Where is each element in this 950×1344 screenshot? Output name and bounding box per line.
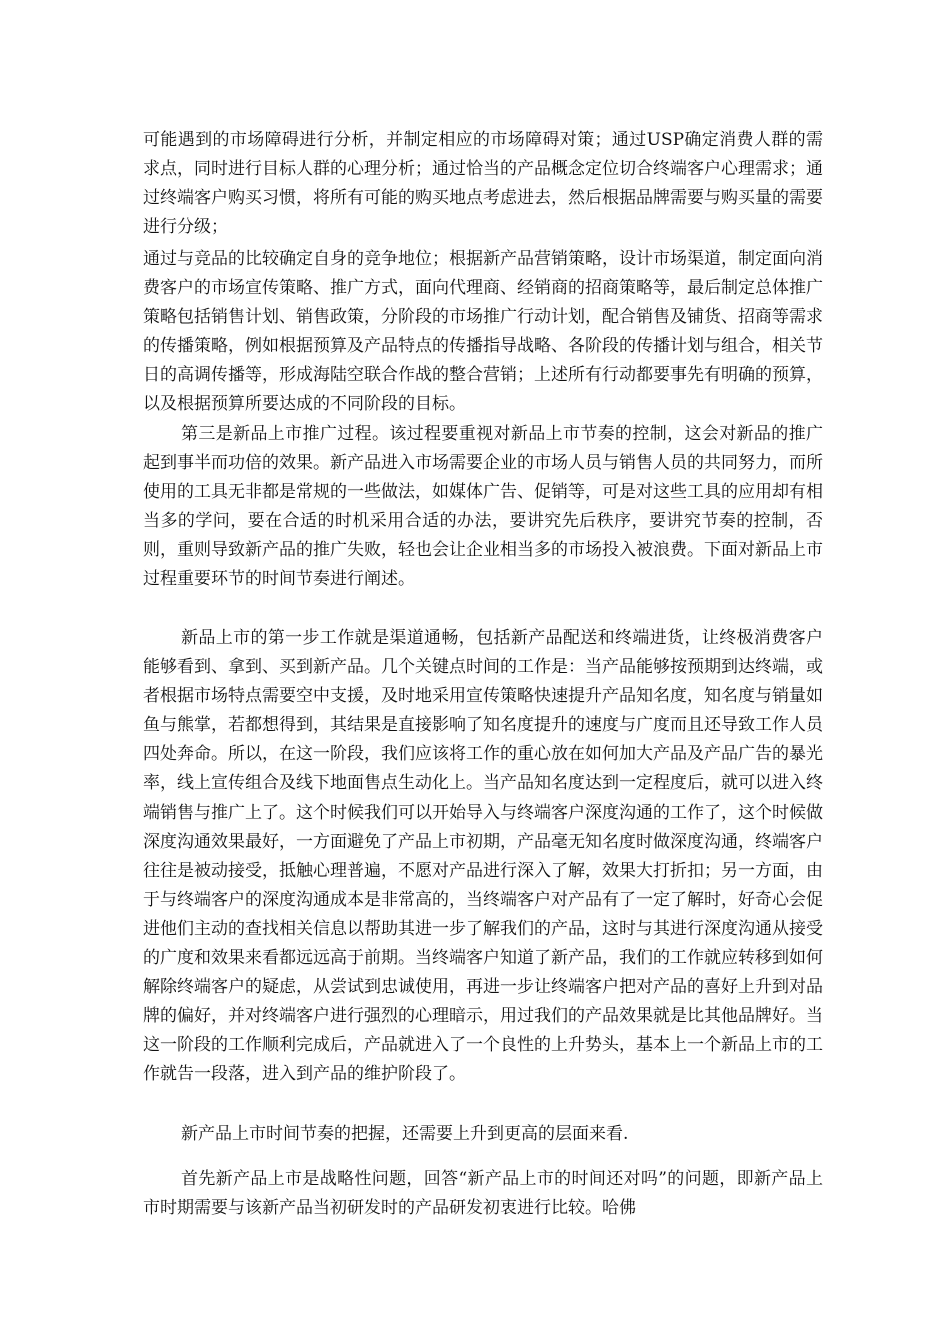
paragraph-channel-first-step: 新品上市的第一步工作就是渠道通畅，包括新产品配送和终端进货，让终极消费客户能够看到、拿到、买到新产品。几个关键点时间的工作是：当产品能够按预期到达终端，或者根据市场特点需要空中支援，及时地采用宣传策略快速提升产品知名度，知名度与销量如鱼与熊掌，若都想得到，其结果是直接影响了知名度提升的速度与广度而且还导致工作人员四处奔命。所以，在这一阶段，我们应该将工作的重心放在如何加大产品及产品广告的暴光率，线上宣传组合及线下地面售点生动化上。当产品知名度达到一定程度后，就可以进入终端销售与推广上了。这个时候我们可以开始导入与终端客户深度沟通的工作了，这个时候做深度沟通效果最好，一方面避免了产品上市初期，产品毫无知名度时做深度沟通，终端客户往往是被动接受，抵触心理普遍，不愿对产品进行深入了解，效果大打折扣；另一方面，由于与终端客户的深度沟通成本是非常高的，当终端客户对产品有了一定了解时，好奇心会促进他们主动的查找相关信息以帮助其进一步了解我们的产品，这时与其进行深度沟通从接受的广度和效果来看都远远高于前期。当终端客户知道了新产品，我们的工作就应转移到如何解除终端客户的疑虑，从尝试到忠诚使用，再进一步让终端客户把对产品的喜好上升到对品牌的偏好，并对终端客户进行强烈的心理暗示，用过我们的产品效果就是比其他品牌好。当这一阶段的工作顺利完成后，产品就进入了一个良性的上升势头，基本上一个新品上市的工作就告一段落，进入到产品的维护阶段了。 [143,628,823,1085]
paragraph-competitive-position: 通过与竞品的比较确定自身的竞争地位；根据新产品营销策略，设计市场渠道，制定面向消费客户的市场宣传策略、推广方式，面向代理商、经销商的招商策略等，最后制定总体推广策略包括销售计划、销售政策，分阶段的市场推广行动计划，配合销售及铺货、招商等需求的传播策略，例如根据预算及产品特点的传播指导战略、各阶段的传播计划与组合，相关节日的高调传播等，形成海陆空联合作战的整合营销；上述所有行动都要事先有明确的预算，以及根据预算所要达成的不同阶段的目标。 [143,249,823,415]
paragraph-strategic-issue: 首先新产品上市是战略性问题，回答“新产品上市的时间还对吗”的问题，即新产品上市时期需要与该新产品当初研发时的产品研发初衷进行比较。哈佛 [143,1169,823,1219]
paragraph-launch-promotion: 第三是新品上市推广过程。该过程要重视对新品上市节奏的控制，这会对新品的推广起到事半而功倍的效果。新产品进入市场需要企业的市场人员与销售人员的共同努力，而所使用的工具无非都是常规的一些做法，如媒体广告、促销等，可是对这些工具的应用却有相当多的学问，要在合适的时机采用合适的办法，要讲究先后秩序，要讲究节奏的控制，否则，重则导致新产品的推广失败，轻也会让企业相当多的市场投入被浪费。下面对新品上市过程重要环节的时间节奏进行阐述。 [143,424,823,590]
paragraph-timing-rhythm: 新产品上市时间节奏的把握，还需要上升到更高的层面来看. [181,1124,629,1144]
paragraph-market-obstacles: 可能遇到的市场障碍进行分析，并制定相应的市场障碍对策；通过USP确定消费人群的需求点，同时进行目标人群的心理分析；通过恰当的产品概念定位切合终端客户心理需求；通过终端客户购买习惯，将所有可能的购买地点考虑进去，然后根据品牌需要与购买量的需要进行分级； [143,130,823,238]
